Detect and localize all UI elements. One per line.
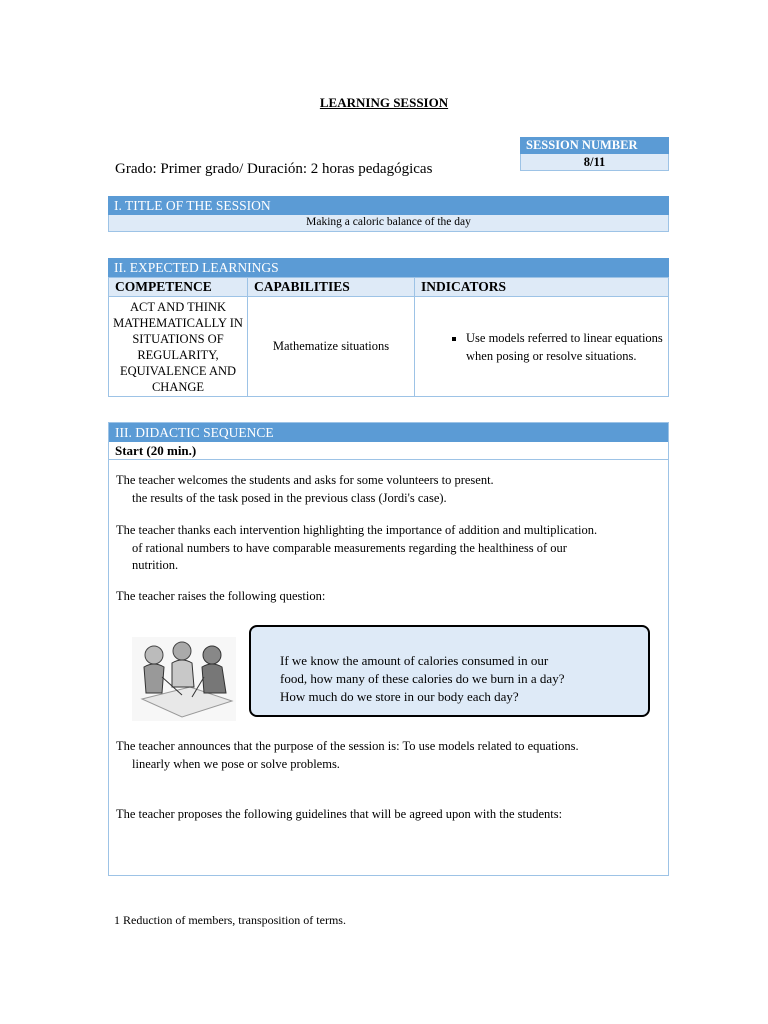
paragraph-line: nutrition. <box>132 558 179 572</box>
session-number-label: SESSION NUMBER <box>520 137 669 154</box>
paragraph-line: The teacher raises the following question: <box>116 589 326 603</box>
sequence-paragraph <box>116 806 656 824</box>
paragraph-line: the results of the task posed in the previous class (Jordi's case). <box>132 491 447 505</box>
session-number-value: 8/11 <box>520 154 669 171</box>
start-phase-label: Start (20 min.) <box>109 442 668 460</box>
sequence-paragraph <box>116 588 656 606</box>
paragraph-line: The teacher proposes the following guidelines that will be agreed upon with the students: <box>116 807 563 821</box>
learnings-table <box>108 277 669 397</box>
competence-cell: ACT AND THINK MATHEMATICALLY IN SITUATIONS OF REGULARITY, EQUIVALENCE AND CHANGE <box>109 297 248 397</box>
paragraph-line: linearly when we pose or solve problems. <box>132 757 340 771</box>
section-didactic-sequence <box>108 422 669 876</box>
column-header-indicators: INDICATORS <box>415 278 669 297</box>
footnote: 1 Reduction of members, transposition of terms. <box>114 913 346 927</box>
grade-duration-line: Grado: Primer grado/ Duración: 2 horas pedagógicas <box>115 161 433 177</box>
sequence-paragraph <box>116 472 656 507</box>
section-title-of-session <box>108 196 669 232</box>
paragraph-line: The teacher announces that the purpose of the session is: To use models related to equations. <box>116 739 579 753</box>
column-header-competence: COMPETENCE <box>109 278 248 297</box>
session-title: Making a caloric balance of the day <box>108 215 669 232</box>
section-expected-learnings <box>108 258 669 397</box>
section-heading: II. EXPECTED LEARNINGS <box>108 258 669 277</box>
paragraph-line: of rational numbers to have comparable measurements regarding the healthiness of our <box>132 541 567 555</box>
paragraph-line: The teacher welcomes the students and asks for some volunteers to present. <box>116 473 494 487</box>
indicator-item: ▪ Use models referred to linear equations when posing or resolve situations. <box>466 329 667 365</box>
indicator-cell <box>415 297 669 397</box>
column-header-capabilities: CAPABILITIES <box>248 278 415 297</box>
section-heading: III. DIDACTIC SEQUENCE <box>109 423 668 442</box>
question-line: If we know the amount of calories consumed in our <box>280 653 549 668</box>
children-illustration <box>132 637 236 721</box>
question-callout <box>249 625 650 717</box>
document-title: LEARNING SESSION <box>319 95 449 110</box>
session-number-box <box>520 137 669 171</box>
paragraph-line: The teacher thanks each intervention highlighting the importance of addition and multiplication. <box>116 523 598 537</box>
question-line: How much do we store in our body each day? <box>280 689 519 704</box>
sequence-paragraph <box>116 738 656 773</box>
section-heading: I. TITLE OF THE SESSION <box>108 196 669 215</box>
sequence-paragraph <box>116 522 656 574</box>
question-line: food, how many of these calories do we burn in a day? <box>280 671 565 686</box>
capability-cell: Mathematize situations <box>248 297 415 397</box>
